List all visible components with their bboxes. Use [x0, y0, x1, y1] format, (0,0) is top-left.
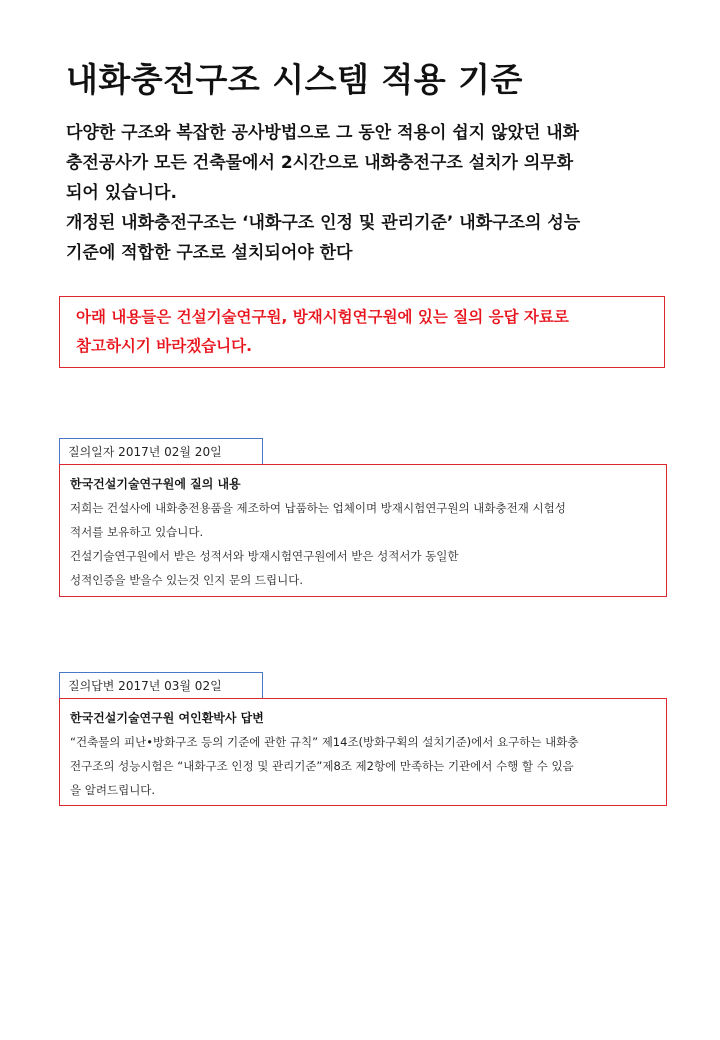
notice-line: 아래 내용들은 건설기술연구원, 방재시험연구원에 있는 질의 응답 자료로	[76, 308, 569, 326]
question-line: 성적인증을 받을수 있는것 인지 문의 드립니다.	[70, 573, 304, 587]
intro-line: 충전공사가 모든 건축물에서 2시간으로 내화충전구조 설치가 의무화	[66, 153, 574, 173]
notice-line: 참고하시기 바라겠습니다.	[76, 337, 252, 355]
answer-line: 을 알려드립니다.	[70, 783, 156, 797]
notice-box	[59, 296, 665, 368]
page-title: 내화충전구조 시스템 적용 기준	[66, 60, 523, 99]
question-box	[59, 464, 667, 597]
answer-line: 전구조의 성능시험은 “내화구조 인정 및 관리기준”제8조 제2항에 만족하는 기관에서 수행 할 수 있음	[70, 759, 574, 773]
question-line: 저희는 건설사에 내화충전용품을 제조하여 납품하는 업체이며 방재시험연구원의 내화충전재 시험성	[70, 501, 566, 515]
answer-box	[59, 698, 667, 806]
question-line: 적서를 보유하고 있습니다.	[70, 525, 204, 539]
question-date-tag: 질의일자 2017년 02월 20일	[59, 438, 263, 464]
intro-line: 개정된 내화충전구조는 ‘내화구조 인정 및 관리기준’ 내화구조의 성능	[66, 213, 581, 233]
intro-paragraph	[66, 118, 676, 268]
question-line: 건설기술연구원에서 받은 성적서와 방재시험연구원에서 받은 성적서가 동일한	[70, 549, 459, 563]
answer-line: “건축물의 피난•방화구조 등의 기준에 관한 규칙” 제14조(방화구획의 설치기준)에서 요구하는 내화충	[70, 735, 579, 749]
intro-line: 다양한 구조와 복잡한 공사방법으로 그 동안 적용이 쉽지 않았던 내화	[66, 123, 580, 143]
answer-title: 한국건설기술연구원 여인환박사 답변	[70, 711, 264, 725]
answer-date-tag: 질의답변 2017년 03월 02일	[59, 672, 263, 698]
intro-line: 기준에 적합한 구조로 설치되어야 한다	[66, 243, 353, 263]
intro-line: 되어 있습니다.	[66, 183, 177, 203]
question-title: 한국건설기술연구원에 질의 내용	[70, 477, 241, 491]
